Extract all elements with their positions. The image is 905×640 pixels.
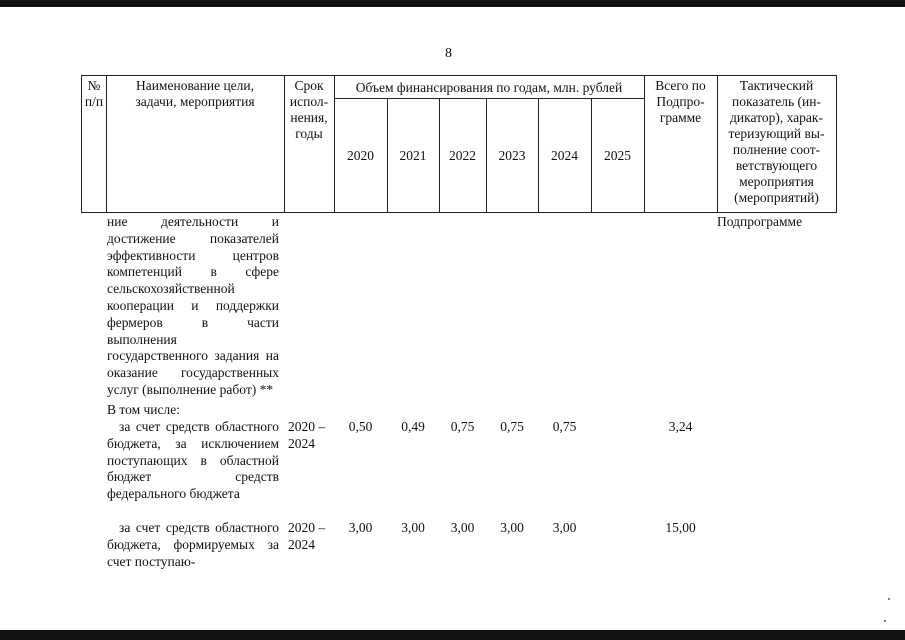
header-term: Срок испол- нения, годы: [289, 78, 329, 141]
row-total: 15,00: [665, 520, 696, 535]
year-2023: 2023: [498, 148, 526, 163]
funding-sub-line: [334, 98, 644, 99]
scan-speck: [884, 620, 886, 622]
row-value-2024: 0,75: [552, 419, 577, 434]
row-total: 3,24: [668, 419, 693, 434]
row-value-2022: 0,75: [450, 419, 475, 434]
row-value-2021: 0,49: [401, 419, 425, 434]
year-2021: 2021: [399, 148, 427, 163]
row-term: 2020 – 2024: [288, 419, 326, 451]
year-2025: 2025: [604, 148, 631, 163]
scan-speck: [888, 598, 890, 600]
header-funding: Объем финансирования по годам, млн. рублей: [355, 80, 623, 95]
row-name: за счет средств областного бюджета, за исключением поступающих в областной бюджет средств федерального бюджета: [107, 419, 279, 502]
row-value-2020: 0,50: [348, 419, 373, 434]
row-value-2020: 3,00: [348, 520, 373, 535]
row-value-2023: 3,00: [500, 520, 524, 535]
row-value-2022: 3,00: [450, 520, 475, 535]
header-name: Наименование цели, задачи, мероприятия: [135, 78, 255, 109]
col-line: [836, 75, 837, 213]
header-num: № п/п: [84, 78, 104, 109]
year-2020: 2020: [347, 148, 374, 163]
year-2022: 2022: [449, 148, 476, 163]
row-value-2023: 0,75: [500, 419, 524, 434]
row-value-2021: 3,00: [401, 520, 425, 535]
header-total: Всего по Подпро- грамме: [655, 78, 706, 125]
including-label: В том числе:: [107, 402, 180, 417]
year-2024: 2024: [551, 148, 578, 163]
page-number: 8: [445, 46, 452, 61]
row-term: 2020 – 2024: [288, 520, 326, 552]
header-bottom-line: [81, 212, 837, 213]
row-value-2024: 3,00: [552, 520, 577, 535]
header-indicator: Тактический показатель (ин- дикатор), харак- теризующий вы- полнение соот- ветствующего мероприятия (мероприятий): [728, 78, 825, 205]
indicator-continuation: Подпрограмме: [717, 214, 803, 229]
row-name: за счет средств областного бюджета, формируемых за счет поступаю-: [107, 520, 279, 569]
bottom-border: [0, 630, 905, 640]
header-top-line: [81, 75, 837, 76]
top-border: [0, 0, 905, 7]
continuation-text: ние деятельности и достижение показателей эффективности центров компетенций в сфере сельскохозяйственной кооперации и поддержки фермеров в части выполнения государственного задания на оказание государственных услуг (выполнение работ) **: [107, 214, 279, 397]
